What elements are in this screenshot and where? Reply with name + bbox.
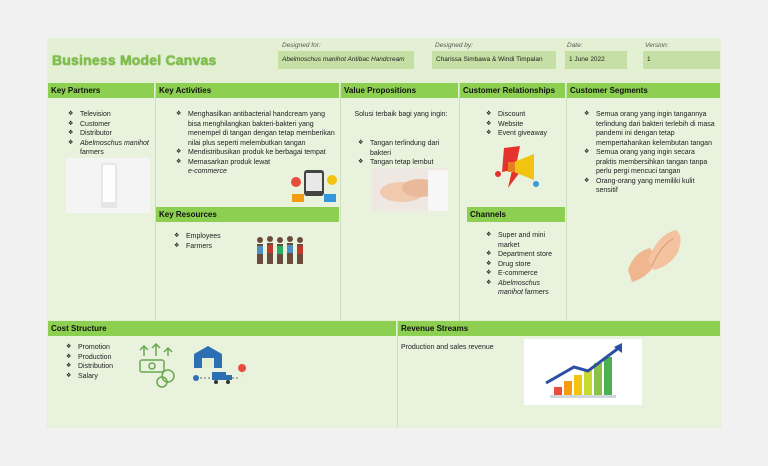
list-item: [66, 139, 152, 158]
key-partners-header: Key Partners: [48, 83, 154, 98]
list-item: ❖ E-commerce: [484, 269, 564, 279]
list-item: ❖ Distributor: [66, 129, 152, 139]
growth-chart-image: [524, 339, 642, 405]
designed-by-label: Designed by:: [435, 42, 473, 49]
list-item: ❖ Production: [64, 353, 136, 363]
designed-by-value: Charissa Simbawa & Windi Timpalan: [432, 51, 556, 69]
list-item: ❖ Distribution: [64, 362, 136, 372]
customer-segments-list: [582, 110, 716, 196]
cupped-hands-icon: [624, 226, 688, 284]
list-item: ❖ Super and mini market: [484, 231, 564, 250]
list-item: ❖ Tangan tetap lembut: [356, 158, 456, 168]
version-label: Version:: [645, 42, 669, 49]
revenue-streams-header: Revenue Streams: [398, 321, 720, 336]
date-label: Date:: [567, 42, 583, 49]
list-item: ❖ Salary: [64, 372, 136, 382]
customer-segments-header: Customer Segments: [567, 83, 720, 98]
list-item: ❖ Event giveaway: [484, 129, 564, 139]
key-activities-header: Key Activities: [156, 83, 339, 98]
list-item: ❖ Television: [66, 110, 152, 120]
designed-for-label: Designed for:: [282, 42, 321, 49]
distribution-icon: [190, 342, 248, 386]
list-item: ❖ Semua orang yang ingin tangannya terlindung dari bakteri terlebih di masa pandemi ini dengan tetap mempertahankan kelembutan tangan: [582, 110, 716, 148]
list-item: [484, 279, 564, 298]
cost-structure-list: [64, 343, 136, 381]
key-activities-list: [174, 110, 336, 177]
designed-for-value: Abelmoschus manihot Antibac Handcream: [278, 51, 414, 69]
key-resources-header: Key Resources: [156, 207, 339, 222]
list-item: ❖ Tangan terlindung dari bakteri: [356, 139, 456, 158]
divider: [459, 83, 460, 321]
list-item: ❖ Promotion: [64, 343, 136, 353]
list-item: ❖ Discount: [484, 110, 564, 120]
megaphone-discount-icon: [490, 144, 542, 190]
list-item: ❖ Drug store: [484, 260, 564, 270]
hands-applying-cream-image: [372, 168, 448, 211]
revenue-text: Production and sales revenue: [401, 344, 494, 351]
list-item-text: Memasarkan produk lewat: [188, 158, 271, 166]
divider: [155, 83, 156, 321]
money-growth-icon: [136, 342, 176, 388]
list-item: ❖ Semua orang yang ingin secara praktis membersihkan tangan tanpa perlu pergi mencuci tangan: [582, 148, 716, 177]
people-group-icon: [254, 234, 312, 268]
key-partners-list: [66, 110, 152, 158]
divider: [397, 321, 398, 427]
list-item-rest: farmers: [80, 149, 104, 156]
cost-structure-header: Cost Structure: [48, 321, 396, 336]
list-item: ❖ Menghasilkan antibacterial handcream yang bisa menghilangkan bakteri-bakteri yang menempel di tangan dengan tetap memberikan nilai plus seperti melembutkan tangan: [174, 110, 336, 148]
channels-list: [484, 231, 564, 298]
list-item-italic: Abelmoschus manihot: [80, 139, 149, 147]
canvas-title: Business Model Canvas: [52, 52, 217, 68]
value-propositions-header: Value Propositions: [341, 83, 458, 98]
list-item: ❖ Employees: [172, 232, 252, 242]
ecommerce-icon: [290, 168, 338, 204]
list-item-italic: Abelmoschus manihot: [498, 279, 541, 296]
list-item: ❖ Mendistribusikan produk ke berbagai tempat: [174, 148, 336, 158]
list-item-italic: e-commerce: [188, 168, 227, 175]
date-value: 1 June 2022: [565, 51, 627, 69]
handcream-tube-image: [66, 158, 150, 213]
value-propositions-list: [356, 139, 456, 168]
list-item-rest: farmers: [522, 289, 549, 296]
list-item: ❖ Website: [484, 120, 564, 130]
channels-header: Channels: [467, 207, 565, 222]
version-value: 1: [643, 51, 720, 69]
value-intro: Solusi terbaik bagi yang ingin:: [354, 111, 448, 118]
list-item: ❖ Customer: [66, 120, 152, 130]
divider: [566, 83, 567, 321]
list-item: ❖ Department store: [484, 250, 564, 260]
customer-relationships-list: [484, 110, 564, 139]
key-resources-list: [172, 232, 252, 251]
divider: [340, 83, 341, 321]
list-item: ❖ Orang-orang yang memiliki kulit sensitif: [582, 177, 716, 196]
customer-relationships-header: Customer Relationships: [460, 83, 565, 98]
list-item: ❖ Farmers: [172, 242, 252, 252]
